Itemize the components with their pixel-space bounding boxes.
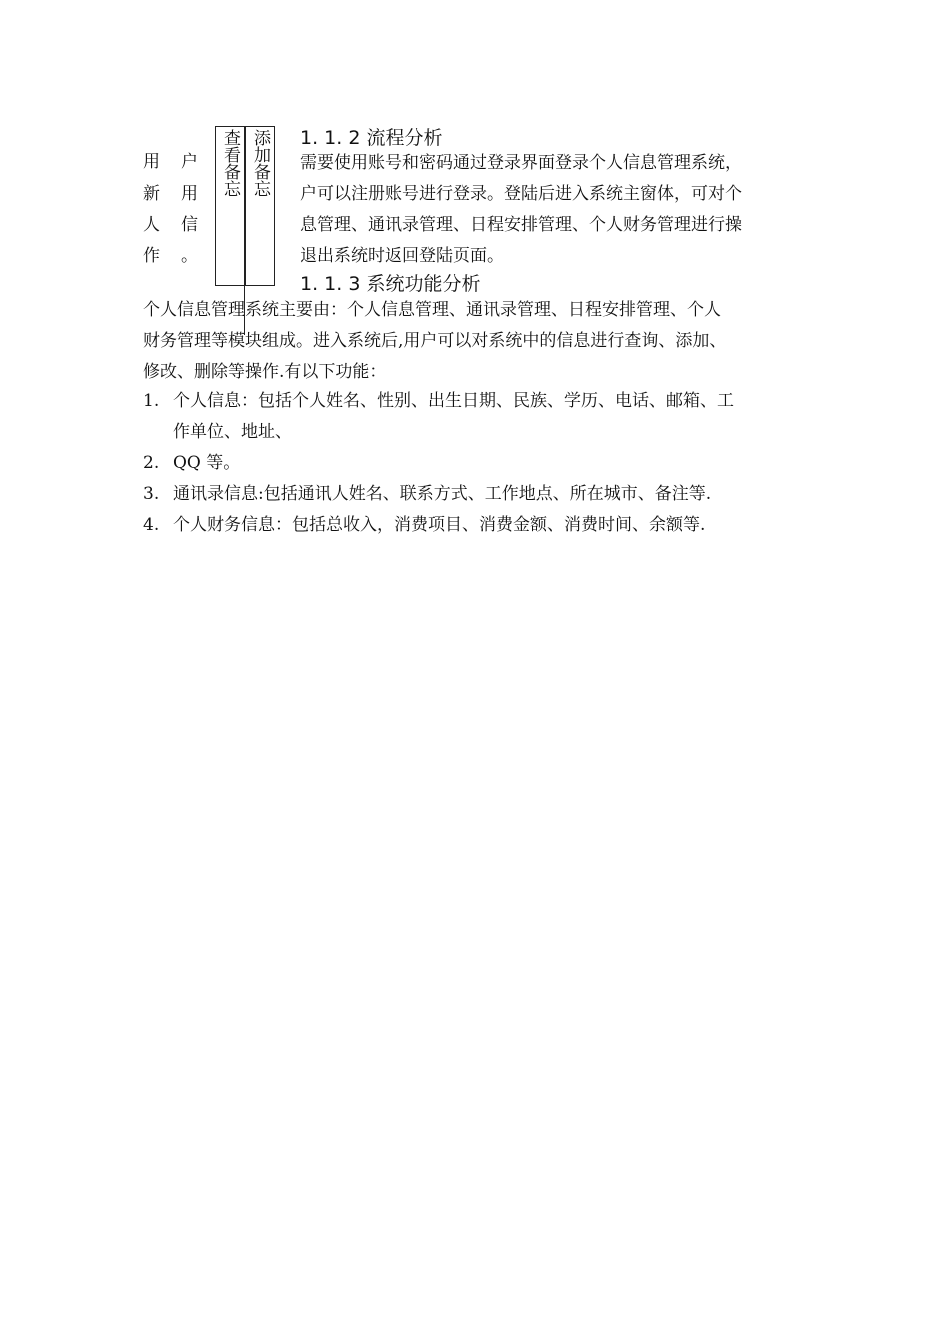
paragraph-line: 退出系统时返回登陆页面。 <box>300 246 504 266</box>
fragment-char: 作 <box>143 246 160 266</box>
paragraph-line: 修改、删除等操作.有以下功能： <box>143 362 387 382</box>
list-text: QQ 等。 <box>173 453 241 473</box>
paragraph-line: 息管理、通讯录管理、日程安排管理、个人财务管理进行操 <box>300 215 742 235</box>
list-item <box>143 452 823 474</box>
fragment-char: 用 <box>143 152 160 172</box>
left-fragment-row <box>143 246 201 266</box>
list-number: 1. <box>143 391 160 411</box>
list-text <box>173 390 823 443</box>
list-item <box>143 390 823 443</box>
section-heading-function-analysis: 1. 1. 3 系统功能分析 <box>300 273 481 295</box>
fragment-char: 。 <box>181 246 198 266</box>
paragraph-line: 个人信息管理系统主要由：个人信息管理、通讯录管理、日程安排管理、个人 <box>143 300 721 320</box>
list-number: 3. <box>143 484 160 504</box>
list-text-continuation: 作单位、地址、 <box>173 422 292 442</box>
diagram-box-add-memo: 添加备忘 <box>245 126 275 286</box>
fragment-char: 信 <box>181 215 198 235</box>
fragment-char: 户 <box>181 152 198 172</box>
paragraph-line: 户可以注册账号进行登录。登陆后进入系统主窗体，可对个 <box>300 184 742 204</box>
fragment-char: 用 <box>181 184 198 204</box>
diagram-box-view-memo: 查看备忘 <box>215 126 245 286</box>
paragraph-line: 需要使用账号和密码通过登录界面登录个人信息管理系统， <box>300 153 742 173</box>
list-text: 个人财务信息：包括总收入，消费项目、消费金额、消费时间、余额等. <box>173 515 706 535</box>
fragment-char: 新 <box>143 184 160 204</box>
paragraph-line: 财务管理等模块组成。进入系统后,用户可以对系统中的信息进行查询、添加、 <box>143 331 727 351</box>
left-fragment-row <box>143 184 201 204</box>
list-item <box>143 514 823 536</box>
section-heading-process-analysis: 1. 1. 2 流程分析 <box>300 127 443 149</box>
list-item <box>143 483 823 505</box>
diagram-connector-line <box>244 255 245 335</box>
list-text-line: 个人信息：包括个人姓名、性别、出生日期、民族、学历、电话、邮箱、工 <box>173 391 734 411</box>
left-fragment-row <box>143 215 201 235</box>
left-fragment-row <box>143 152 201 172</box>
feature-list <box>143 390 823 545</box>
fragment-char: 人 <box>143 215 160 235</box>
list-number: 4. <box>143 515 160 535</box>
list-text: 通讯录信息:包括通讯人姓名、联系方式、工作地点、所在城市、备注等. <box>173 484 712 504</box>
list-number: 2. <box>143 453 160 473</box>
